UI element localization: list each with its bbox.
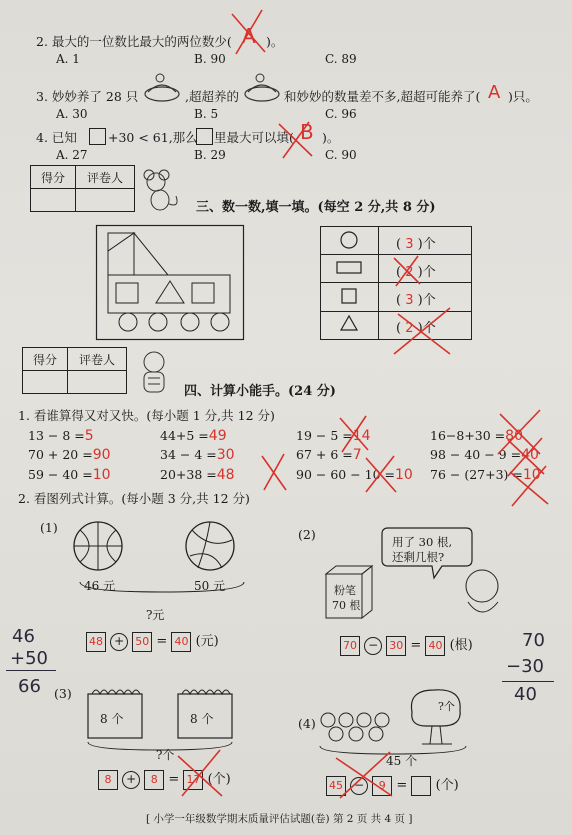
p1-price1: 46 元 (84, 579, 116, 593)
p4-tree-label: ?个 (438, 700, 455, 713)
p1-price2: 50 元 (194, 579, 226, 593)
p4-label: (4) (298, 716, 316, 731)
mouse-icon (140, 168, 184, 214)
p2-equation: 70 − 30 = 40 (根) (340, 634, 473, 656)
q3-answer: A (488, 82, 501, 103)
q4-answer: B (300, 120, 314, 144)
q4-option-b: B. 29 (194, 148, 226, 162)
p2-box-line2: 70 根 (332, 599, 361, 612)
grader-label: 评卷人 (76, 166, 135, 189)
section4-title: 四、计算小能手。(24 分) (184, 384, 336, 399)
q3-part3: 和妙妙的数量差不多,超超可能养了( (284, 89, 481, 104)
count-row-1: ( 3 )个 (396, 237, 436, 252)
hand-right-result: 40 (514, 684, 537, 705)
p2-bubble-line2: 还剩几根? (392, 550, 445, 564)
grader-label-2: 评卷人 (68, 348, 127, 371)
hand-right-mid: −30 (506, 656, 544, 677)
p3-label: (3) (54, 686, 72, 701)
score-label-2: 得分 (23, 348, 68, 371)
grading-marks-choice (0, 0, 572, 170)
footer: [ 小学一年级数学期末质量评估试题(卷) 第 2 页 共 4 页 ] (146, 813, 413, 825)
calc-3-1: 59 − 40 =10 (28, 467, 111, 483)
p2-bubble-line1: 用了 30 根, (392, 535, 453, 549)
calc-3-2: 20+38 =48 (160, 467, 235, 483)
count-shapes (320, 226, 378, 340)
p3-equation: 8 + 8 = 17 (个) (98, 768, 231, 790)
hand-left-top: 46 (12, 626, 35, 647)
hand-left-mid: +50 (10, 648, 48, 669)
hand-left-result: 66 (18, 676, 41, 697)
grading-marks-picture (0, 740, 572, 800)
p4-total: 45 个 (386, 754, 418, 768)
p1-label: (1) (40, 520, 58, 535)
grading-marks-count (380, 250, 480, 360)
q2-answer: A (242, 24, 256, 48)
balls-figure (72, 520, 258, 620)
q2-tail: )。 (266, 34, 284, 49)
p3-total: ?个 (156, 748, 175, 762)
count-row-4: ( 2 )个 (396, 321, 436, 336)
calc-1-4: 16−8+30 =80 (430, 428, 523, 444)
q4-part1: 4. 已知 (36, 130, 77, 145)
score-table (30, 165, 135, 212)
q3-option-b: B. 5 (194, 107, 219, 121)
calc-2-2: 34 − 4 =30 (160, 447, 235, 463)
q3-part1: 3. 妙妙养了 28 只 (36, 89, 139, 104)
part2-title: 2. 看图列式计算。(每小题 3 分,共 12 分) (18, 491, 250, 506)
q4-part3: 里最大可以填( (214, 130, 294, 145)
q4-part2: +30 < 61,那么 (108, 130, 198, 145)
score-label: 得分 (31, 166, 76, 189)
p1-total: ?元 (146, 608, 165, 622)
p3-box2: 8 个 (190, 712, 214, 726)
q2-option-a: A. 1 (56, 52, 80, 66)
part1-title: 1. 看谁算得又对又快。(每小题 1 分,共 12 分) (18, 408, 275, 423)
tiger-icon (136, 350, 172, 398)
p4-equation: 45 − 9 = (个) (326, 774, 459, 796)
section3-title: 三、数一数,填一填。(每空 2 分,共 8 分) (196, 200, 436, 215)
p3-box1: 8 个 (100, 712, 124, 726)
count-row-2: ( 2 )个 (396, 265, 436, 280)
q3-option-a: A. 30 (56, 107, 88, 121)
calc-2-1: 70 + 20 =90 (28, 447, 111, 463)
calc-1-3: 19 − 5 =14 (296, 428, 371, 444)
calc-3-4: 76 − (27+3) =10 (430, 467, 541, 483)
q3-option-c: C. 96 (325, 107, 357, 121)
shape-train-figure (96, 225, 244, 340)
q4-option-a: A. 27 (56, 148, 88, 162)
calc-1-1: 13 − 8 =5 (28, 428, 94, 444)
p1-equation: 48 + 50 = 40 (元) (86, 630, 219, 652)
score-table-2 (22, 347, 127, 394)
p2-label: (2) (298, 527, 316, 542)
calc-2-3: 67 + 6 =7 (296, 447, 362, 463)
q3-part2: ,超超养的 (185, 89, 239, 104)
calc-3-3: 90 − 60 − 10 =10 (296, 467, 413, 483)
count-row-3: ( 3 )个 (396, 293, 436, 308)
q3-tail: )只。 (508, 89, 538, 104)
q2-text: 2. 最大的一位数比最大的两位数少( (36, 34, 232, 49)
p2-box-line1: 粉笔 (334, 584, 356, 597)
q2-option-c: C. 89 (325, 52, 357, 66)
q4-tail: )。 (322, 130, 340, 145)
q4-option-c: C. 90 (325, 148, 357, 162)
calc-1-2: 44+5 =49 (160, 428, 227, 444)
calc-2-4: 98 − 40 − 9 =40 (430, 447, 539, 463)
q2-option-b: B. 90 (194, 52, 226, 66)
hand-right-top: 70 (522, 630, 545, 651)
